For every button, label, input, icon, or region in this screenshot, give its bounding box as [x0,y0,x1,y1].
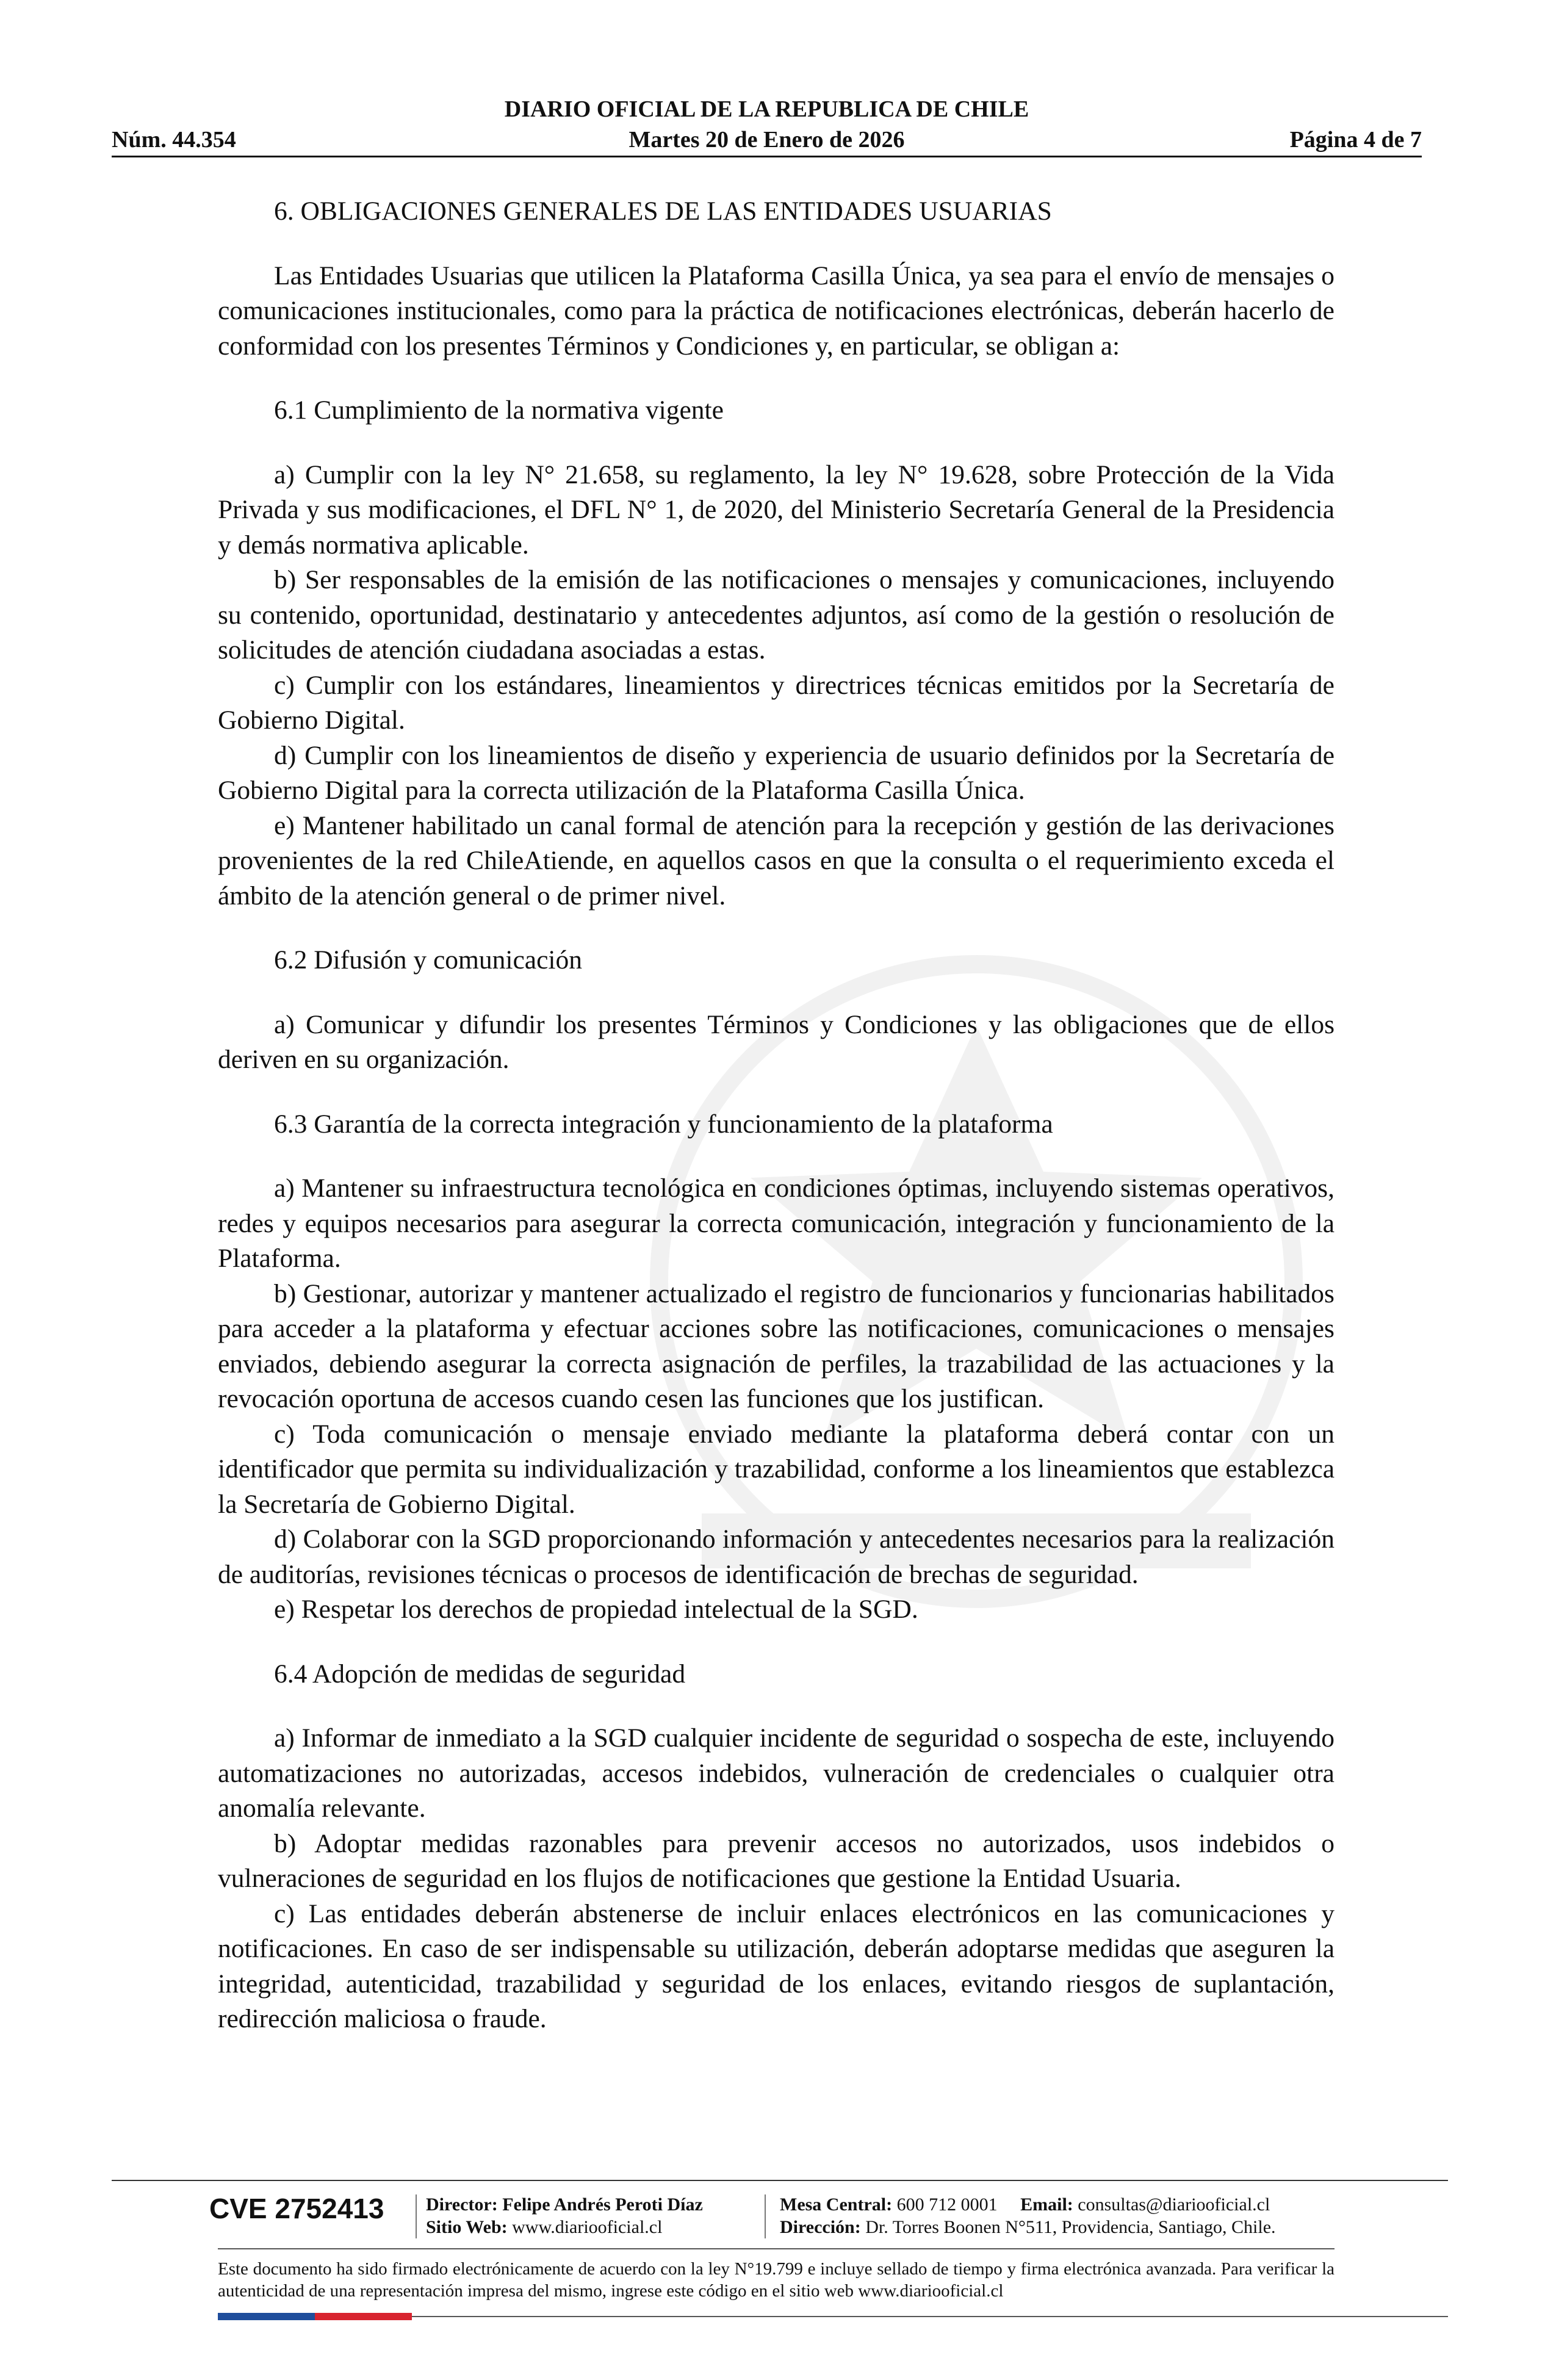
publication-title: DIARIO OFICIAL DE LA REPUBLICA DE CHILE [504,96,1029,122]
mesa-phone: 600 712 0001 [896,2194,998,2215]
director-name: Felipe Andrés Peroti Díaz [502,2194,703,2215]
mesa-label: Mesa Central: [780,2194,893,2215]
paragraph-6-3-c: c) Toda comunicación o mensaje enviado mediante la plataforma deberá contar con un identificador que permita su individualización y trazabilidad, conforme a los lineamientos que establezca la Secretaría de Gobierno Digital. [218,1419,1334,1519]
page-footer [112,2180,1448,2302]
subsection-title-6-2: 6.2 Difusión y comunicación [274,945,582,975]
paragraph-6-3-d: d) Colaborar con la SGD proporcionando información y antecedentes necesarios para la realización de auditorías, revisiones técnicas o procesos de identificación de brechas de seguridad. [218,1524,1334,1589]
paragraph-6-4-c: c) Las entidades deberán abstenerse de incluir enlaces electrónicos en las comunicaciones y notificaciones. En caso de ser indispensable su utilización, deberán adoptarse medidas que aseguren la integridad, autenticidad, trazabilidad y seguridad de los enlaces, evitando riesgos de suplantación, redirección maliciosa o fraude. [218,1899,1334,2033]
flag-red-stripe [315,2313,412,2320]
footer-separator [765,2194,766,2238]
intro-paragraph: Las Entidades Usuarias que utilicen la Plataforma Casilla Única, ya sea para el envío de mensajes o comunicaciones institucionales, como para la práctica de notificaciones electrónicas, deberán hacerlo de conformidad con los presentes Términos y Condiciones y, en particular, se obligan a: [218,261,1334,361]
paragraph-6-1-d: d) Cumplir con los lineamientos de diseño y experiencia de usuario definidos por la Secretaría de Gobierno Digital para la correcta utilización de la Plataforma Casilla Única. [218,740,1334,805]
issue-number: Núm. 44.354 [112,127,236,153]
email-link[interactable]: consultas@diariooficial.cl [1078,2194,1270,2215]
paragraph-6-3-b: b) Gestionar, autorizar y mantener actualizado el registro de funcionarios y funcionarias habilitados para acceder a la plataforma y efectuar acciones sobre las notificaciones, comunicaciones o mensajes enviados, debiendo asegurar la correcta asignación de perfiles, la trazabilidad de las actuaciones y la revocación oportuna de accesos cuando cesen las funciones que los justifican. [218,1278,1334,1413]
site-label: Sitio Web: [426,2217,508,2237]
paragraph-6-2-a: a) Comunicar y difundir los presentes Términos y Condiciones y las obligaciones que de ellos deriven en su organización. [218,1009,1334,1074]
flag-blue-stripe [218,2313,315,2320]
subsection-title-6-1: 6.1 Cumplimiento de la normativa vigente [274,395,724,425]
document-body [218,194,1334,2037]
paragraph-6-3-a: a) Mantener su infraestructura tecnológica en condiciones óptimas, incluyendo sistemas operativos, redes y equipos necesarios para asegurar la correcta comunicación, integración y funcionamiento de la Plataforma. [218,1174,1334,1273]
subsection-title-6-4: 6.4 Adopción de medidas de seguridad [274,1659,686,1689]
paragraph-6-1-b: b) Ser responsables de la emisión de las notificaciones o mensajes y comunicaciones, incluyendo su contenido, oportunidad, destinatario y antecedentes adjuntos, así como de la gestión o resolución de solicitudes de atención ciudadana asociadas a estas. [218,565,1334,665]
flag-color-bar [218,2313,412,2320]
header-divider [112,156,1422,157]
footer-separator [416,2194,417,2238]
electronic-signature-note: Este documento ha sido firmado electrónicamente de acuerdo con la ley N°19.799 e incluye sellado de tiempo y firma electrónica avanzada. Para verificar la autenticidad de una representación impresa del mismo, ingrese este código en el sitio web www.diariooficial.cl [218,2259,1334,2301]
footer-director-block [426,2193,703,2238]
footer-contact-block [780,2193,1276,2238]
email-label: Email: [1020,2194,1073,2215]
address-value: Dr. Torres Boonen N°511, Providencia, Santiago, Chile. [865,2217,1276,2237]
site-link[interactable]: www.diariooficial.cl [512,2217,663,2237]
paragraph-6-1-a: a) Cumplir con la ley N° 21.658, su reglamento, la ley N° 19.628, sobre Protección de la Vida Privada y sus modificaciones, el DFL N° 1, de 2020, del Ministerio Secretaría General de la Presidencia y demás normativa aplicable. [218,460,1334,560]
address-label: Dirección: [780,2217,861,2237]
footer-divider-mid [218,2248,1334,2249]
subsection-title-6-3: 6.3 Garantía de la correcta integración y funcionamiento de la plataforma [274,1109,1053,1139]
issue-date: Martes 20 de Enero de 2026 [629,127,905,153]
footer-divider-bottom [412,2316,1448,2317]
paragraph-6-4-a: a) Informar de inmediato a la SGD cualquier incidente de seguridad o sospecha de este, incluyendo automatizaciones no autorizadas, accesos indebidos, vulneración de credenciales o cualquier otra anomalía relevante. [218,1723,1334,1823]
paragraph-6-3-e: e) Respetar los derechos de propiedad intelectual de la SGD. [274,1595,918,1624]
section-title: 6. OBLIGACIONES GENERALES DE LAS ENTIDADES USUARIAS [274,197,1052,226]
paragraph-6-1-c: c) Cumplir con los estándares, lineamientos y directrices técnicas emitidos por la Secretaría de Gobierno Digital. [218,670,1334,735]
paragraph-6-4-b: b) Adoptar medidas razonables para prevenir accesos no autorizados, usos indebidos o vulneraciones de seguridad en los flujos de notificaciones que gestione la Entidad Usuaria. [218,1828,1334,1893]
paragraph-6-1-e: e) Mantener habilitado un canal formal de atención para la recepción y gestión de las derivaciones provenientes de la red ChileAtiende, en aquellos casos en que la consulta o el requerimiento exceda el ámbito de la atención general o de primer nivel. [218,810,1334,911]
page-header [112,95,1422,157]
cve-code: CVE 2752413 [209,2193,384,2224]
director-label: Director: [426,2194,498,2215]
page-indicator: Página 4 de 7 [1289,127,1422,153]
